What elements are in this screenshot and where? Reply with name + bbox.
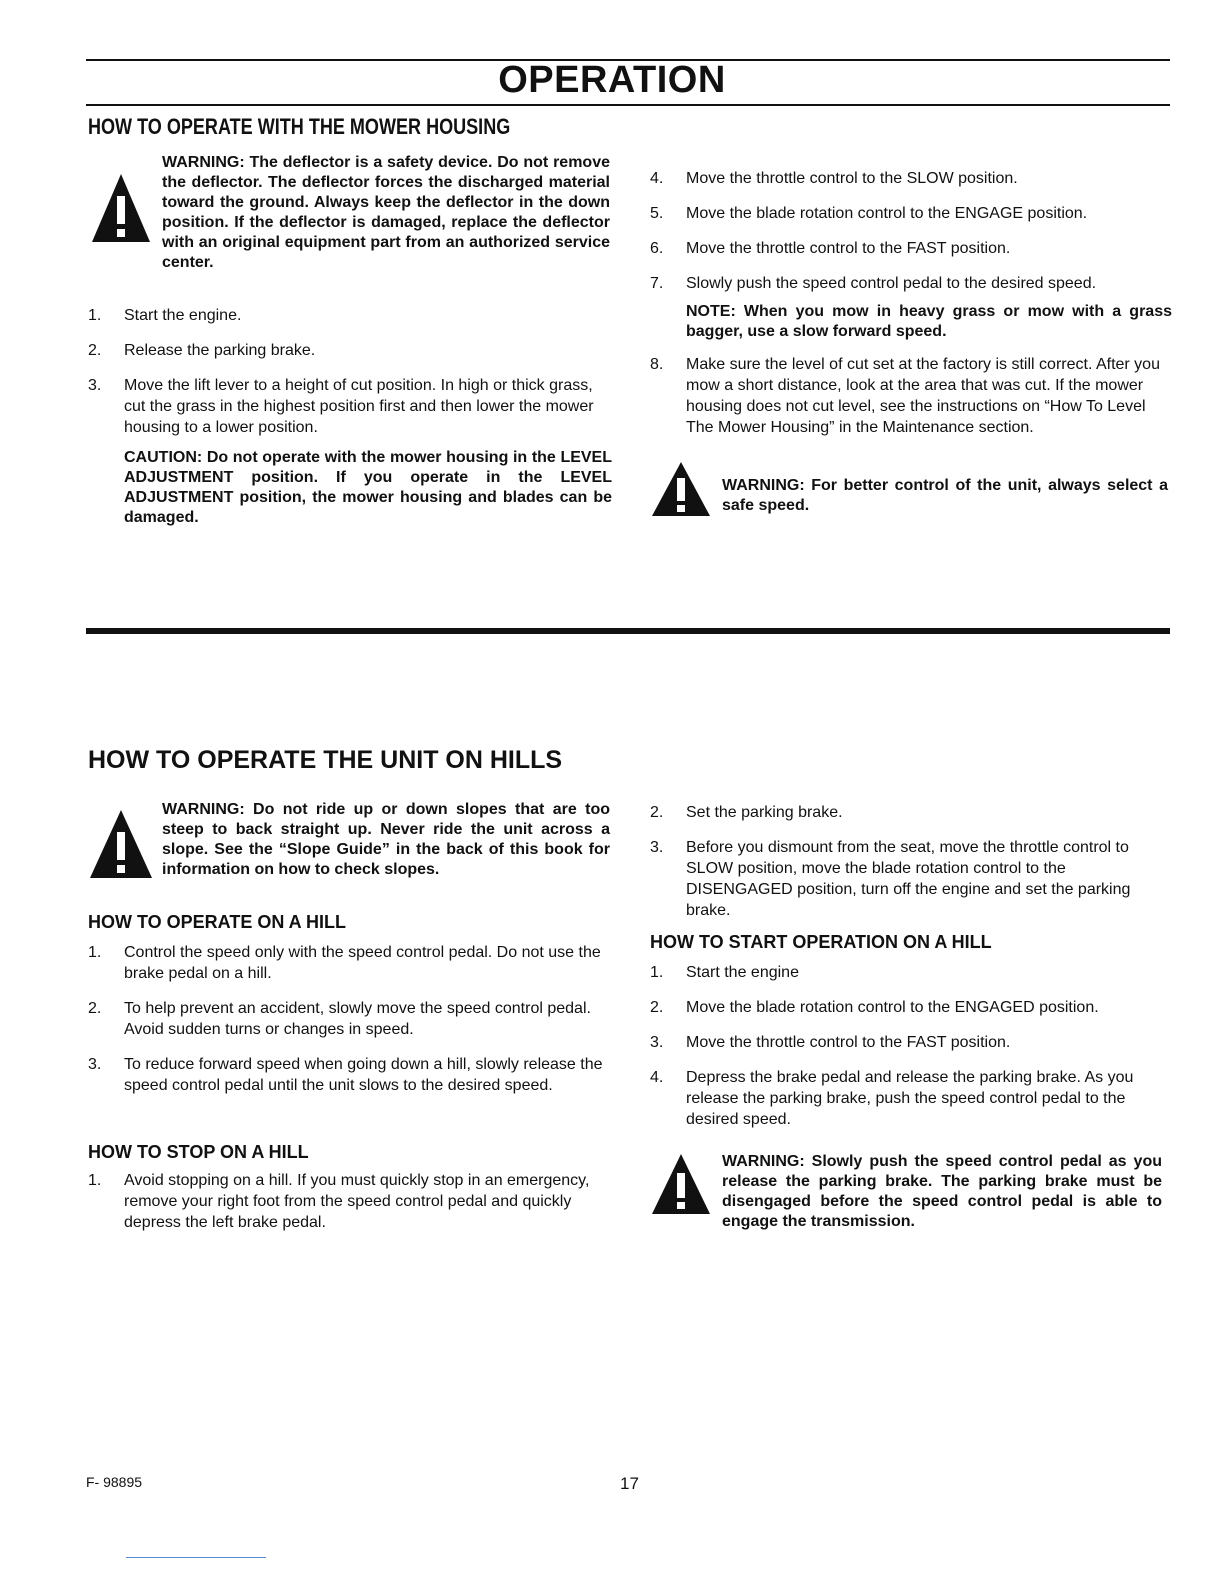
warning-safe-speed: WARNING: For better control of the unit, always select a safe speed. — [722, 477, 1168, 514]
document-code: F- 98895 — [86, 1474, 143, 1490]
stop-on-hill-list — [88, 1170, 612, 1247]
list-item: 3. Before you dismount from the seat, move the throttle control to SLOW position, move the blade rotation control to the DISENGAGED position, turn off the engine and set the parking brake. — [650, 839, 1131, 919]
list-item: 4. Depress the brake pedal and release the parking brake. As you release the parking brake, push the speed control pedal to the desired speed. — [650, 1069, 1134, 1128]
page-number: 17 — [620, 1474, 639, 1493]
subheading-start-operation-on-hill: HOW TO START OPERATION ON A HILL — [650, 932, 992, 952]
warning-triangle-icon — [90, 172, 152, 244]
section1-right-list — [650, 168, 1172, 452]
list-item: 8. Make sure the level of cut set at the factory is still correct. After you mow a short distance, look at the area that was cut. If the mower housing does not cut level, see the instructions on “How To Level The Mower Housing” in the Maintenance section. — [650, 356, 1160, 436]
warning-triangle-icon — [650, 460, 712, 518]
list-item: 3. To reduce forward speed when going down a hill, slowly release the speed control pedal until the unit slows to the desired speed. — [88, 1056, 603, 1094]
warning-speed-pedal: WARNING: Slowly push the speed control pedal as you release the parking brake. The parking brake must be disengaged before the speed control pedal is able to engage the transmission. — [722, 1153, 1162, 1230]
section1-left-list — [88, 305, 612, 528]
list-item: 3. Move the throttle control to the FAST position. — [650, 1034, 1011, 1051]
list-item: 2. Move the blade rotation control to the ENGAGED position. — [650, 999, 1099, 1016]
list-item: 1. Avoid stopping on a hill. If you must quickly stop in an emergency, remove your right foot from the speed control pedal and quickly depress the left brake pedal. — [88, 1172, 590, 1231]
list-item: 3. Move the lift lever to a height of cut position. In high or thick grass, cut the grass in the highest position first and then lower the mower housing to a lower position. — [88, 377, 594, 436]
list-item: 4. Move the throttle control to the SLOW position. — [650, 170, 1018, 187]
page-title: OPERATION — [498, 59, 726, 101]
section-heading-mower-housing: HOW TO OPERATE WITH THE MOWER HOUSING — [88, 114, 511, 139]
list-item: 1. Control the speed only with the speed control pedal. Do not use the brake pedal on a hill. — [88, 944, 601, 982]
decorative-line — [126, 1557, 266, 1558]
note-heavy-grass: NOTE: When you mow in heavy grass or mow with a grass bagger, use a slow forward speed. — [686, 303, 1172, 340]
hills-right-list — [650, 802, 1172, 935]
list-item: 7. Slowly push the speed control pedal to the desired speed. — [650, 275, 1097, 292]
start-on-hill-list — [650, 962, 1172, 1144]
list-item: 1. Start the engine — [650, 964, 799, 981]
warning-slopes: WARNING: Do not ride up or down slopes that are too steep to back straight up. Never ride the unit across a slope. See the “Slope Guide” in the back of this book for information on how to check slopes. — [162, 801, 610, 878]
list-item: 6. Move the throttle control to the FAST position. — [650, 240, 1011, 257]
section-heading-hills: HOW TO OPERATE THE UNIT ON HILLS — [88, 746, 563, 774]
warning-deflector: WARNING: The deflector is a safety device. Do not remove the deflector. The deflector forces the discharged material toward the ground. Always keep the deflector in the down position. If the deflector is damaged, replace the deflector with an original equipment part from an authorized service center. — [162, 154, 610, 271]
section-divider — [86, 628, 1170, 634]
warning-triangle-icon — [650, 1152, 712, 1216]
operate-on-hill-list — [88, 942, 612, 1110]
subheading-stop-on-hill: HOW TO STOP ON A HILL — [88, 1142, 309, 1162]
list-item: 2. To help prevent an accident, slowly move the speed control pedal. Avoid sudden turns or changes in speed. — [88, 1000, 591, 1038]
list-item: 2. Release the parking brake. — [88, 342, 316, 359]
caution-level-adjustment: CAUTION: Do not operate with the mower housing in the LEVEL ADJUSTMENT position. If you operate in the LEVEL ADJUSTMENT position, the mower housing and blades can be damaged. — [124, 449, 612, 526]
title-underline-rule — [86, 104, 1170, 106]
subheading-operate-on-hill: HOW TO OPERATE ON A HILL — [88, 912, 346, 932]
list-item: 1. Start the engine. — [88, 307, 242, 324]
warning-triangle-icon — [88, 808, 154, 880]
list-item: 5. Move the blade rotation control to the ENGAGE position. — [650, 205, 1088, 222]
list-item: 2. Set the parking brake. — [650, 804, 843, 821]
